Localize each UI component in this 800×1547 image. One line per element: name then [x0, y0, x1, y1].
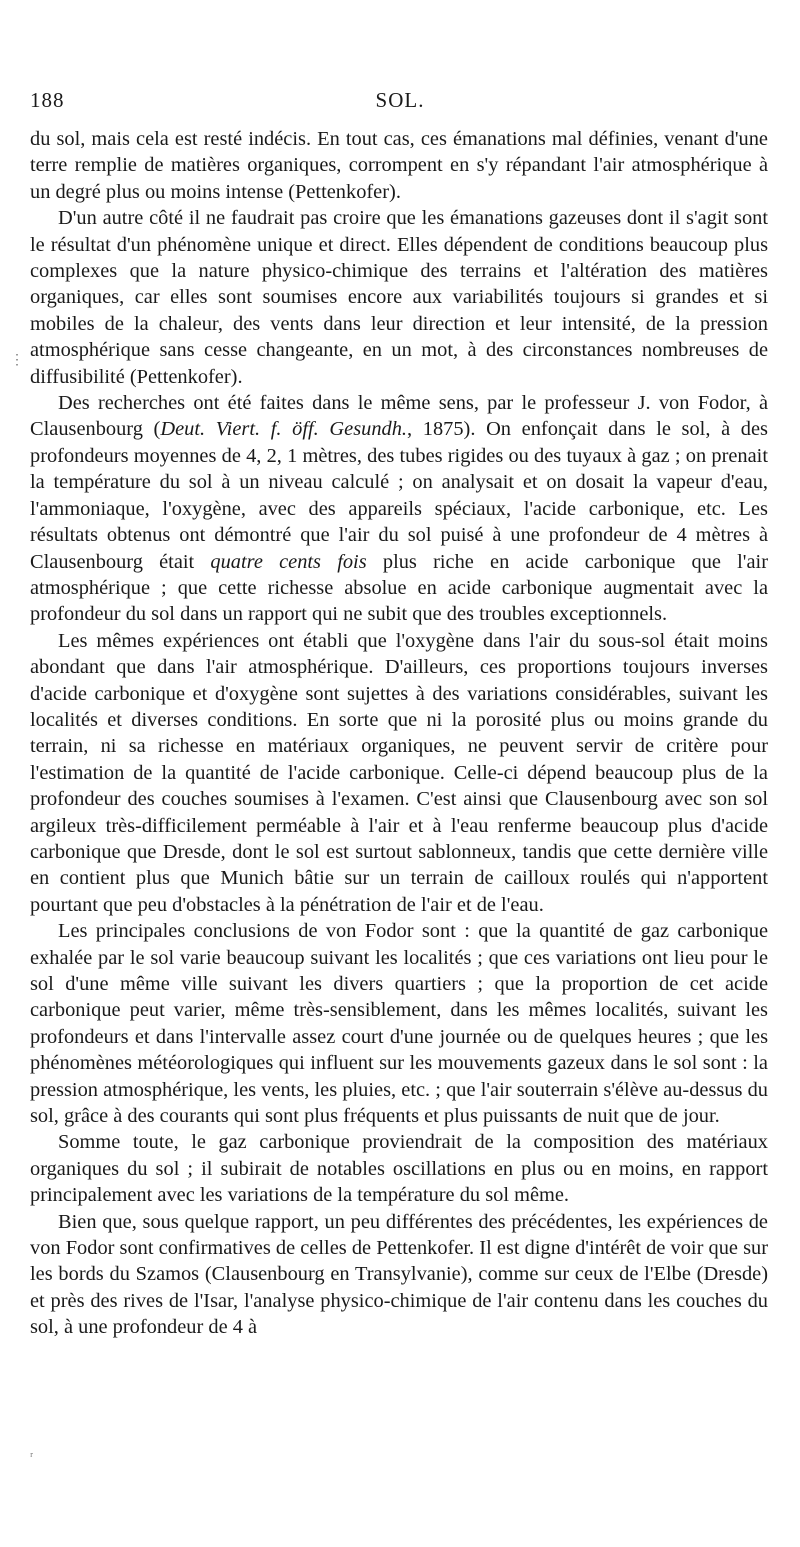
running-head — [30, 88, 770, 118]
journal-reference: Deut. Viert. f. öff. Gesundh. — [160, 418, 408, 441]
paragraph-3-part-2: , 1875). On enfonçait dans le sol, à des profondeurs moyennes de 4, 2, 1 mètres, des tubes rigides ou des tuyaux à gaz ; on prenait la température du sol à un niveau calculé ; on analysait et on dosait la vapeur d'eau, l'ammoniaque, l'oxygène, avec des appareils spéciaux, l'acide carbonique, etc. Les résultats obtenus ont démontré que l'air du sol puisé à une profondeur de 4 mètres à Clausenbourg était — [30, 418, 768, 573]
paragraph-4: Les mêmes expériences ont établi que l'oxygène dans l'air du sous-sol était moins abondant que dans l'air atmosphérique. D'ailleurs, ces proportions toujours inverses d'acide carbonique et d'oxygène sont sujettes à des variations considérables, suivant les localités et diverses conditions. En sorte que ni la porosité plus ou moins grande du terrain, ni sa richesse en matériaux organiques, ne peuvent servir de critère pour l'estimation de la quantité de l'acide carbonique. Celle-ci dépend beaucoup plus de la profondeur des couches soumises à l'examen. C'est ainsi que Clausenbourg avec son sol argileux très-difficilement perméable à l'air et à l'eau renferme beaucoup plus d'acide carbonique que Dresde, dont le sol est surtout sablonneux, tandis que cette dernière ville en contient plus que Munich bâtie sur un terrain de cailloux roulés qui n'apportent pourtant que peu d'obstacles à la pénétration de l'air et de l'eau. — [30, 629, 768, 916]
margin-speck: ⋮ — [10, 353, 24, 368]
paragraph-1: du sol, mais cela est resté indécis. En tout cas, ces émanations mal définies, venant d'une terre remplie de matières organiques, corrompent en s'y répandant l'air atmosphérique à un degré plus ou moins intense (Pettenkofer). — [30, 128, 768, 203]
paragraph-2: D'un autre côté il ne faudrait pas croire que les émanations gazeuses dont il s'agit sont le résultat d'un phénomène unique et direct. Elles dépendent de conditions beaucoup plus complexes que la nature physico-chimique des terrains et l'altération des matières organiques, car elles sont soumises encore aux variabilités toujours si grandes et si mobiles de la chaleur, des vents dans leur direction et leur intensité, de la pression atmosphérique sans cesse changeante, en un mot, à des circonstances nombreuses de diffusibilité (Pettenkofer). — [30, 207, 768, 388]
emphasis-quatre-cents-fois: quatre cents fois — [210, 550, 367, 573]
paragraph-3-part-1: Des recherches ont été faites dans le même sens, par le professeur J. von Fodor, à Clausenbourg ( — [30, 392, 768, 441]
running-title: SOL. — [375, 88, 425, 112]
paragraph-3 — [30, 390, 768, 628]
paragraph-3-part-3: plus riche en acide carbonique que l'air atmosphérique ; que cette richesse absolue en acide carbonique augmentait avec la profondeur du sol dans un rapport qui ne subit que des troubles exceptionnels. — [30, 550, 768, 626]
page-number: 188 — [30, 88, 65, 112]
margin-speck: ʳ — [30, 1450, 34, 1465]
paragraph-6: Somme toute, le gaz carbonique proviendrait de la composition des matériaux organiques du sol ; il subirait de notables oscillations en plus ou en moins, en rapport principalement avec les variations de la température du sol même. — [30, 1131, 768, 1207]
body-text — [30, 126, 768, 1341]
paragraph-5: Les principales conclusions de von Fodor sont : que la quantité de gaz carbonique exhalée par le sol varie beaucoup suivant les localités ; que ces variations ont lieu pour le sol d'une même ville suivant les divers quartiers ; que la proportion de cet acide carbonique peut varier, même très-sensiblement, dans les mêmes localités, suivant les profondeurs et dans l'intervalle assez court d'une journée ou de quelques heures ; que les phénomènes météorologiques qui influent sur les mouvements gazeux dans le sol sont : la pression atmosphérique, les vents, les pluies, etc. ; que l'air souterrain s'élève au-dessus du sol, grâce à des courants qui sont plus fréquents et plus puissants de nuit que de jour. — [30, 920, 768, 1128]
paragraph-7: Bien que, sous quelque rapport, un peu différentes des précédentes, les expériences de von Fodor sont confirmatives de celles de Pettenkofer. Il est digne d'intérêt de voir que sur les bords du Szamos (Clausenbourg en Transylvanie), comme sur ceux de l'Elbe (Dresde) et près des rives de l'Isar, l'analyse physico-chimique de l'air contenu dans les couches du sol, à une profondeur de 4 à — [30, 1210, 768, 1339]
